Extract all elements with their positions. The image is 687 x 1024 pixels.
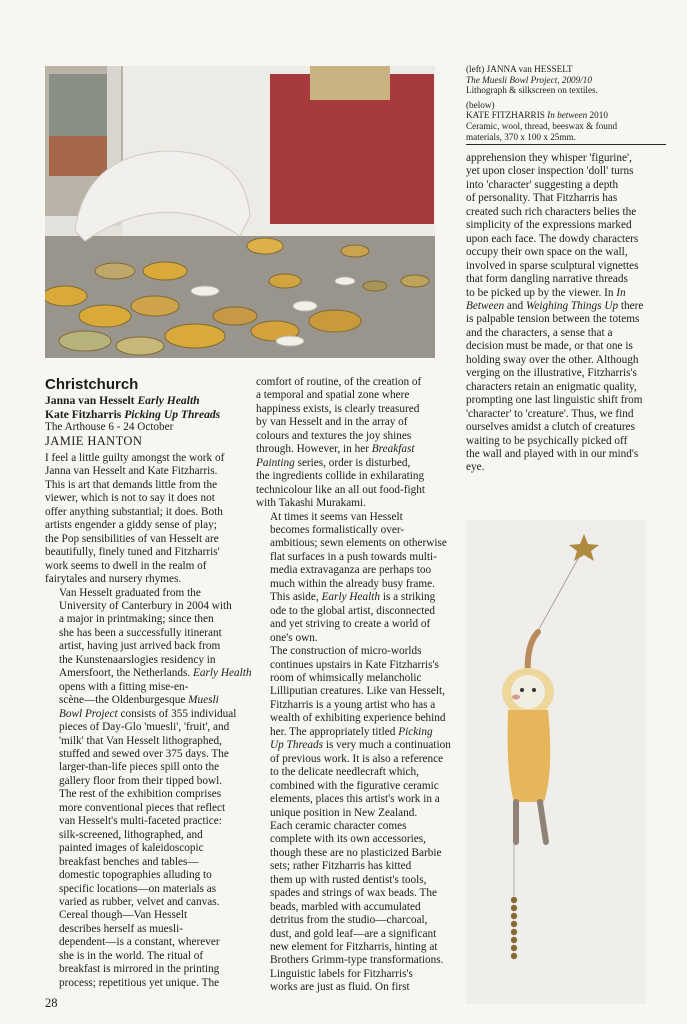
- paragraph: [256, 968, 456, 995]
- text-line: artists engender a giddy sense of play;: [45, 519, 217, 532]
- text-line: wealth of exhibiting experience behind: [270, 712, 446, 725]
- ceramic-figure-illustration: [466, 520, 646, 1004]
- text-line: process; repetitious yet unique. The: [59, 976, 220, 989]
- text-line: pieces of Day-Glo 'muesli', 'fruit', and: [59, 721, 230, 734]
- text-line: fairytales and nursery rhymes.: [45, 573, 182, 586]
- text-line: varied as rubber, velvet and canvas.: [59, 895, 220, 908]
- text-line: the ingredients collide in exhilarating: [256, 470, 425, 483]
- text-line: much within the already busy frame.: [270, 577, 435, 590]
- caption-line: [466, 110, 666, 121]
- text-line: work seems to dwell in the realm of: [45, 559, 207, 572]
- text-line: the Kunstenaarslogies residency in: [59, 653, 216, 666]
- paragraph: [256, 376, 456, 511]
- paragraph: [256, 820, 456, 968]
- page-number: 28: [45, 996, 58, 1010]
- text-line: At times it seems van Hesselt: [270, 510, 403, 523]
- text-line: ode to the global artist, disconnected: [270, 604, 435, 617]
- text-line: occupy their own space on the wall,: [466, 246, 628, 259]
- text-line: Cereal though—Van Hesselt: [59, 909, 188, 922]
- text-line: waiting to be psychically picked off: [466, 434, 628, 447]
- caption-year: 2010: [589, 110, 608, 121]
- text-line: the Pop sensibilities of van Hesselt are: [45, 532, 219, 545]
- text-line: more conventional pieces that reflect: [59, 801, 226, 814]
- paragraph: [45, 586, 252, 910]
- text-line: is palpable tension between the totems: [466, 313, 640, 326]
- exhibition-heading: [45, 408, 245, 422]
- text-line: sets; rather Fitzharris has kitted: [270, 860, 412, 873]
- text-line: technicolour like an all out food-fight: [256, 483, 426, 496]
- text-line: Between and Weighing Things Up there: [466, 299, 644, 312]
- text-line: larger-than-life pieces spill onto the: [59, 761, 220, 774]
- text-line: ourselves amidst a clutch of creatures: [466, 421, 635, 434]
- exhibition-title: Picking Up Threads: [124, 407, 221, 421]
- text-line: ambitious; sewn elements on otherwise: [270, 537, 447, 550]
- text-line: opens with a fitting mise-en-: [59, 680, 189, 693]
- text-line: yet upon closer inspection 'doll' turns: [466, 165, 634, 178]
- text-line: decision must be made, or that one is: [466, 340, 633, 353]
- text-line: unique position in New Zealand.: [270, 806, 418, 819]
- text-line: viewer, which is not to say it does not: [45, 492, 215, 505]
- text-line: flat surfaces in a push towards multi-: [270, 550, 437, 563]
- installation-photo: [45, 66, 435, 358]
- text-line: upon each face. The dowdy characters: [466, 232, 639, 245]
- text-line: 'milk' that Van Hesselt lithographed,: [59, 734, 222, 747]
- text-line: dependent—is a constant, wherever: [59, 936, 220, 949]
- text-line: Van Hesselt graduated from the: [59, 586, 201, 599]
- text-line: Linguistic labels for Fitzharris's: [270, 967, 413, 980]
- text-line: created such rich characters belies the: [466, 205, 637, 218]
- text-line: breakfast benches and tables—: [59, 855, 199, 868]
- text-line: beautifully, finely tuned and Fitzharris': [45, 546, 220, 559]
- text-line: University of Canterbury in 2004 with: [59, 599, 232, 612]
- caption-line: materials, 370 x 100 x 25mm.: [466, 132, 666, 146]
- text-line: Janna van Hesselt and Kate Fitzharris.: [45, 465, 218, 478]
- section-heading: Christchurch: [45, 376, 139, 393]
- caption-line: (below): [466, 99, 495, 110]
- text-line: involved in sparse sculptural vignettes: [466, 259, 639, 272]
- text-line: through. However, in her Breakfast: [256, 443, 415, 456]
- caption-title: In between: [547, 110, 588, 121]
- text-line: van Hesselt's multi-faceted practice:: [59, 815, 222, 828]
- text-line: Each ceramic character comes: [270, 819, 407, 832]
- text-line: of previous work. It is also a reference: [270, 752, 444, 765]
- paragraph: [256, 511, 456, 646]
- text-line: verging on the illustrative, Fitzharris's: [466, 367, 637, 380]
- paragraph: [256, 645, 456, 820]
- text-line: elements, places this artist's work in a: [270, 793, 440, 806]
- text-line: prompting one last linguistic shift from: [466, 394, 643, 407]
- text-line: dust, and gold leaf—are a significant: [270, 927, 437, 940]
- text-line: Amersfoort, the Netherlands. Early Health: [59, 667, 252, 680]
- text-line: with Takashi Murakami.: [256, 497, 366, 510]
- text-line: happiness exists, is clearly treasured: [256, 402, 420, 415]
- author-byline: JAMIE HANTON: [45, 434, 143, 448]
- text-line: silk-screened, lithographed, and: [59, 828, 203, 841]
- text-line: that form dangling narrative threads: [466, 273, 628, 286]
- text-line: room of whimsically melancholic: [270, 671, 422, 684]
- text-line: simplicity of the expressions marked: [466, 219, 632, 232]
- text-line: Up Threads is very much a continuation: [270, 739, 451, 752]
- text-line: she has been a successfully itinerant: [59, 626, 222, 639]
- article-column-2: [256, 376, 456, 995]
- text-line: continues upstairs in Kate Fitzharris's: [270, 658, 439, 671]
- ceramic-figure-photo: [466, 520, 646, 1004]
- text-line: the wall and played with in our mind's: [466, 447, 639, 460]
- paragraph: [45, 909, 245, 990]
- text-line: specific locations—on materials as: [59, 882, 217, 895]
- text-line: stuffed and sewed over 375 days. The: [59, 747, 229, 760]
- photo-caption: [466, 64, 666, 145]
- text-line: a temporal and spatial zone where: [256, 389, 410, 402]
- text-line: apprehension they whisper 'figurine',: [466, 152, 632, 164]
- text-line: beads, marbled with accumulated: [270, 900, 421, 913]
- caption-artist: KATE FITZHARRIS: [466, 110, 545, 121]
- text-line: of personality. That Fitzharris has: [466, 192, 618, 205]
- text-line: artist, having just arrived back from: [59, 640, 221, 653]
- text-line: The rest of the exhibition comprises: [59, 788, 222, 801]
- text-line: offer anything substantial; it does. Both: [45, 505, 223, 518]
- text-line: spades and strings of wax beads. The: [270, 887, 437, 900]
- artist-name: Kate Fitzharris: [45, 407, 122, 421]
- text-line: Fitzharris is a young artist who has a: [270, 698, 436, 711]
- text-line: to the delicate needlecraft which,: [270, 766, 419, 779]
- text-line: becomes formalistically over-: [270, 523, 405, 536]
- text-line: scène—the Oldenburgesque Muesli: [59, 694, 219, 707]
- text-line: though these are no plasticized Barbie: [270, 846, 442, 859]
- text-line: holding sway over the other. Although: [466, 353, 639, 366]
- text-line: The construction of micro-worlds: [270, 645, 422, 658]
- text-line: This aside, Early Health is a striking: [270, 591, 436, 604]
- text-line: characters retain an enigmatic quality,: [466, 380, 637, 393]
- caption-line: Lithograph & silkscreen on textiles.: [466, 85, 598, 96]
- text-line: eye.: [466, 461, 485, 474]
- text-line: a major in printmaking; since then: [59, 613, 214, 626]
- text-line: detritus from the studio—charcoal,: [270, 914, 428, 927]
- text-line: into 'character' suggesting a depth: [466, 178, 619, 191]
- text-line: domestic topographies alluding to: [59, 869, 212, 882]
- text-line: This is art that demands little from the: [45, 478, 218, 491]
- artist-name: Janna van Hesselt: [45, 394, 135, 407]
- text-line: breakfast is mirrored in the printing: [59, 963, 220, 976]
- exhibition-title: Early Health: [137, 394, 200, 407]
- exhibition-heading: [45, 394, 245, 408]
- text-line: media extravaganza are perhaps too: [270, 564, 432, 577]
- text-line: colours and textures the joy shines: [256, 429, 412, 442]
- text-line: complete with its own accessories,: [270, 833, 426, 846]
- paragraph: [466, 152, 666, 475]
- text-line: Bowl Project consists of 355 individual: [59, 707, 237, 720]
- installation-photo-illustration: [45, 66, 435, 358]
- text-line: one's own.: [270, 631, 318, 644]
- text-line: and the characters, a sense that a: [466, 326, 613, 339]
- text-line: gallery floor from their tipped bowl.: [59, 774, 223, 787]
- article-column-3: [466, 152, 666, 475]
- caption-line: The Muesli Bowl Project, 2009/10: [466, 74, 592, 85]
- caption-line: Ceramic, wool, thread, beeswax & found: [466, 120, 618, 131]
- text-line: combined with the figurative ceramic: [270, 779, 439, 792]
- paragraph: [45, 452, 245, 587]
- text-line: to be picked up by the viewer. In In: [466, 286, 626, 299]
- text-line: 'character' to 'creature'. Thus, we find: [466, 407, 634, 420]
- caption-line: (left) JANNA van HESSELT: [466, 64, 573, 74]
- text-line: comfort of routine, of the creation of: [256, 376, 422, 388]
- text-line: them up with rusted dentist's tools,: [270, 873, 427, 886]
- venue-dates: The Arthouse 6 - 24 October: [45, 421, 174, 433]
- text-line: works are just as fluid. On first: [270, 981, 410, 994]
- text-line: by van Hesselt and in the array of: [256, 416, 408, 429]
- article-column-1: [45, 376, 252, 990]
- text-line: and yet striving to create a world of: [270, 618, 431, 631]
- text-line: I feel a little guilty amongst the work of: [45, 452, 225, 464]
- text-line: painted images of kaleidoscopic: [59, 842, 204, 855]
- text-line: Lilliputian creatures. Like van Hesselt,: [270, 685, 445, 698]
- text-line: she is in the world. The ritual of: [59, 949, 204, 962]
- text-line: new element for Fitzharris, hinting at: [270, 941, 438, 954]
- text-line: Painting series, order is disturbed,: [256, 456, 411, 469]
- text-line: Brothers Grimm-type transformations.: [270, 954, 444, 967]
- text-line: her. The appropriately titled Picking: [270, 725, 433, 738]
- text-line: describes herself as muesli-: [59, 922, 184, 935]
